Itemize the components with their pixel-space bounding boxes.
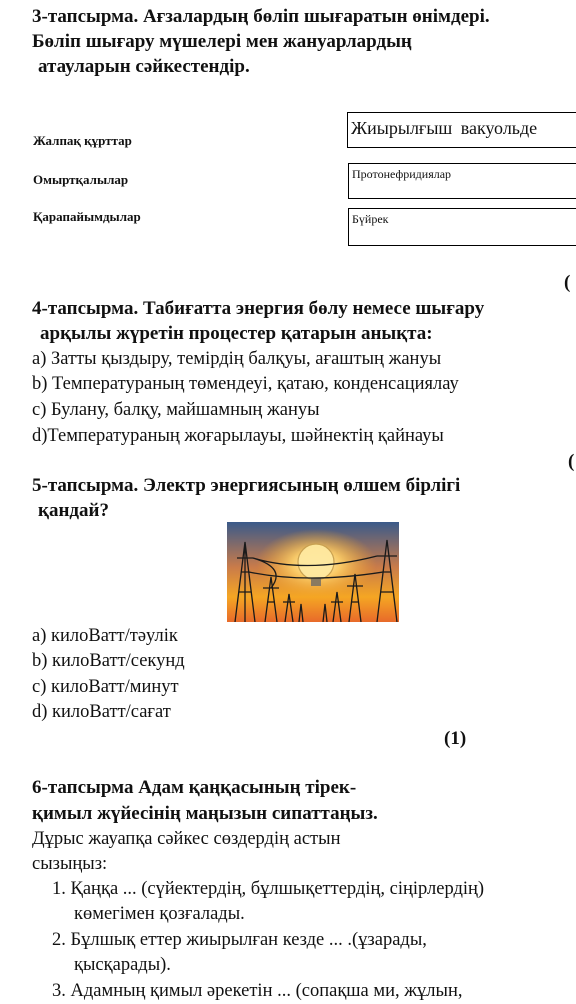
margin-mark-2: ( [568, 451, 575, 472]
task4-option-a: а) Затты қыздыру, темірдің балқуы, ағаштың жануы [32, 349, 442, 369]
answer-box-2[interactable] [348, 163, 576, 199]
task6-title-line2: қимыл жүйесінің маңызын сипаттаңыз. [32, 803, 378, 824]
answer-box-1-text: Жиырылғыш вакуольде [351, 118, 538, 138]
task3-title-line3: атауларын сәйкестендір. [38, 56, 250, 77]
task6-instruction-line1: Дұрыс жауапқа сәйкес сөздердің астын [32, 829, 341, 849]
task3-title-line2: Бөліп шығару мүшелері мен жануарлардың [32, 31, 412, 52]
task5-score: (1) [444, 728, 467, 749]
power-lines-lightbulb-icon [227, 522, 399, 622]
task5-option-b: b) килоВатт/секунд [32, 651, 185, 671]
power-lines-lightbulb-image [227, 522, 399, 622]
task4-title-line2: арқылы жүретін процестер қатарын анықта: [40, 323, 433, 344]
label-vertebrates: Омыртқалылар [33, 172, 129, 187]
task4-option-d: d)Температураның жоғарылауы, шәйнектің қайнауы [32, 426, 444, 446]
label-protozoa: Қарапайымдылар [33, 209, 141, 224]
task5-title-line1: 5-тапсырма. Электр энергиясының өлшем бірлігі [32, 475, 461, 496]
margin-mark-1: ( [564, 272, 571, 293]
task6-item1-line1: 1. Қаңқа ... (сүйектердің, бұлшықеттердің, сіңірлердің) [52, 879, 485, 899]
task6-title-line1: 6-тапсырма Адам қаңқасының тірек- [32, 777, 357, 798]
task5-option-c: c) килоВатт/минут [32, 677, 179, 697]
answer-box-2-text: Протонефридиялар [352, 167, 452, 181]
answer-box-3-text: Бүйрек [352, 212, 389, 226]
task6-instruction-line2: сызыңыз: [32, 854, 108, 874]
label-flatworms: Жалпақ құрттар [33, 133, 132, 148]
task5-title-line2: қандай? [38, 500, 109, 521]
task6-item1-line2: көмегімен қозғалады. [74, 904, 245, 924]
answer-box-1[interactable] [347, 112, 576, 148]
task6-item2-line2: қысқарады). [74, 955, 171, 975]
task6-item3-line1: 3. Адамның қимыл әрекетін ... (сопақша ми, жұлын, [52, 981, 463, 1001]
task4-option-b: b) Температураның төмендеуі, қатаю, конденсациялау [32, 374, 459, 394]
task5-option-d: d) килоВатт/сағат [32, 702, 171, 722]
task3-title-line1: 3-тапсырма. Ағзалардың бөліп шығаратын өнімдері. [32, 6, 490, 27]
task4-title-line1: 4-тапсырма. Табиғатта энергия бөлу немесе шығару [32, 298, 485, 319]
task6-item2-line1: 2. Бұлшық еттер жиырылған кезде ... .(ұзарады, [52, 930, 427, 950]
task4-option-c: c) Булану, балқу, майшамның жануы [32, 400, 320, 420]
answer-box-3[interactable] [348, 208, 576, 246]
task5-option-a: а) килоВатт/тәулік [32, 626, 178, 646]
